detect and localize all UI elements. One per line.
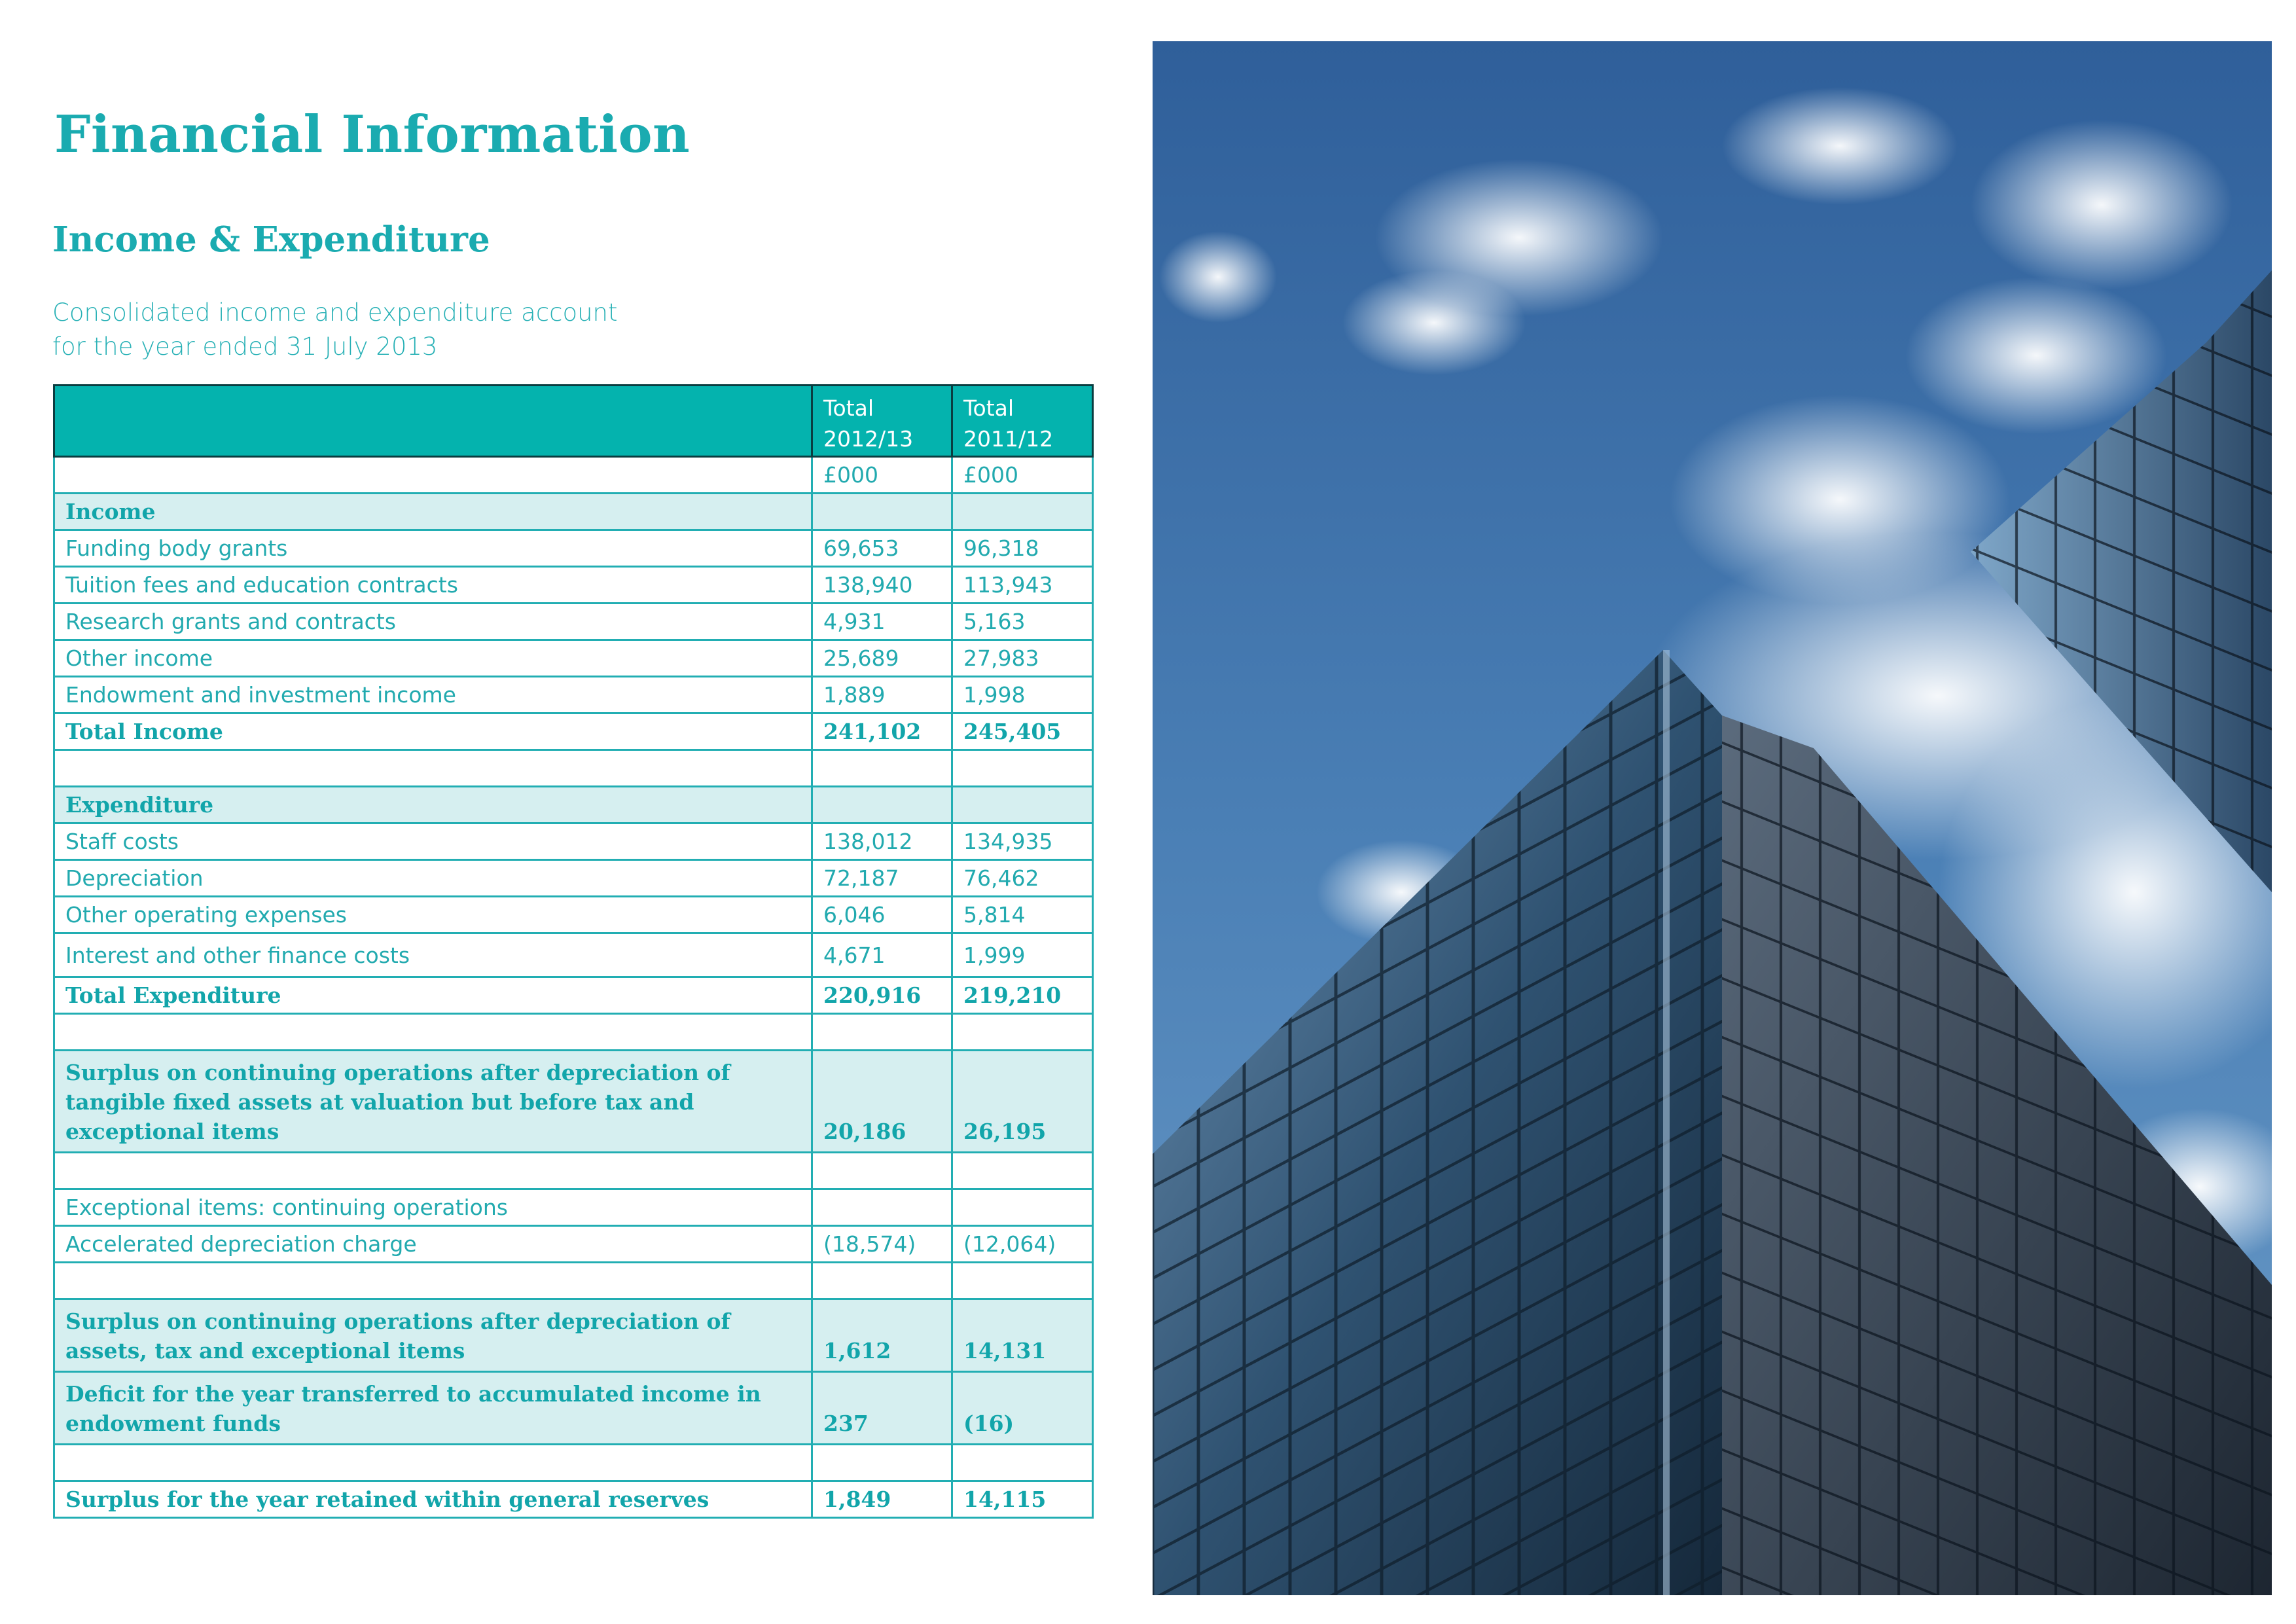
table-row: Other income 25,689 27,983 bbox=[54, 640, 1093, 677]
header-2012-13: Total 2012/13 bbox=[812, 386, 952, 457]
table-row: Funding body grants 69,653 96,318 bbox=[54, 530, 1093, 567]
table-row: Interest and other finance costs 4,671 1,999 bbox=[54, 933, 1093, 977]
office-building-sky-photo bbox=[1153, 41, 2272, 1595]
total-income-row: Total Income 241,102 245,405 bbox=[54, 713, 1093, 750]
table-header-row bbox=[54, 386, 1093, 457]
table-row: Research grants and contracts 4,931 5,163 bbox=[54, 604, 1093, 640]
expenditure-heading-row bbox=[54, 787, 1093, 823]
total-expenditure-row: Total Expenditure 220,916 219,210 bbox=[54, 977, 1093, 1014]
income-heading: Income bbox=[54, 494, 812, 530]
section-title: Income & Expenditure bbox=[52, 219, 490, 260]
surplus-retained-row: Surplus for the year retained within general reserves 1,849 14,115 bbox=[54, 1481, 1093, 1518]
header-label-cell bbox=[54, 386, 812, 457]
deficit-endowment-row: Deficit for the year transferred to accumulated income in endowment funds 237 (16) bbox=[54, 1372, 1093, 1445]
page-title: Financial Information bbox=[54, 105, 691, 164]
accelerated-depreciation-row: Accelerated depreciation charge (18,574) (12,064) bbox=[54, 1226, 1093, 1263]
income-heading-row bbox=[54, 494, 1093, 530]
surplus-before-tax-row: Surplus on continuing operations after depreciation of tangible fixed assets at valuation but before tax and exceptional items 20,186 26,195 bbox=[54, 1051, 1093, 1153]
description-line-1: Consolidated income and expenditure account bbox=[52, 298, 618, 327]
spacer-row bbox=[54, 1153, 1093, 1189]
spacer-row bbox=[54, 1445, 1093, 1481]
table-row: Endowment and investment income 1,889 1,998 bbox=[54, 677, 1093, 713]
table-description bbox=[52, 296, 617, 364]
table-row: Depreciation 72,187 76,462 bbox=[54, 860, 1093, 897]
income-expenditure-table bbox=[53, 384, 1094, 1519]
units-row bbox=[54, 457, 1093, 494]
table-row: Staff costs 138,012 134,935 bbox=[54, 823, 1093, 860]
table-row: Other operating expenses 6,046 5,814 bbox=[54, 897, 1093, 933]
exceptional-heading-row: Exceptional items: continuing operations bbox=[54, 1189, 1093, 1226]
surplus-after-tax-row: Surplus on continuing operations after depreciation of assets, tax and exceptional items 1,612 14,131 bbox=[54, 1299, 1093, 1372]
description-line-2: for the year ended 31 July 2013 bbox=[52, 333, 438, 361]
units-cell: £000 bbox=[812, 457, 952, 494]
spacer-row bbox=[54, 1263, 1093, 1299]
header-2011-12: Total 2011/12 bbox=[952, 386, 1093, 457]
spacer-row bbox=[54, 750, 1093, 787]
spacer-row bbox=[54, 1014, 1093, 1051]
table-row: Tuition fees and education contracts 138,940 113,943 bbox=[54, 567, 1093, 604]
expenditure-heading: Expenditure bbox=[54, 787, 812, 823]
units-cell: £000 bbox=[952, 457, 1093, 494]
